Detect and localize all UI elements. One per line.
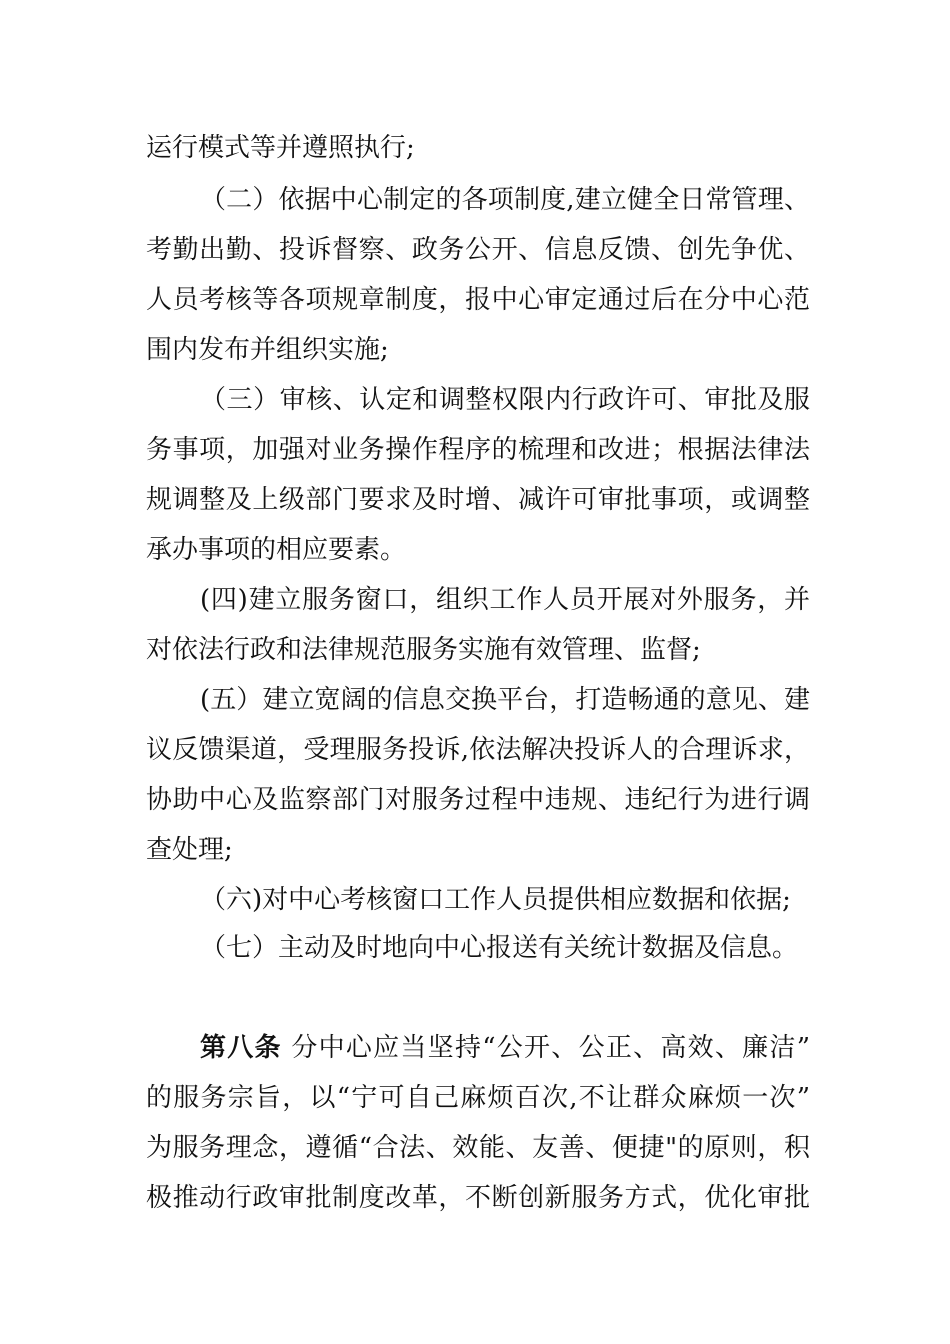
text-line: 考勤出勤、投诉督察、政务公开、信息反馈、创先争优、 [146,235,810,265]
text-line: （三）审核、认定和调整权限内行政许可、审批及服 [200,385,810,415]
text-line: 对依法行政和法律规范服务实施有效管理、监督; [146,635,701,665]
text-line: （二）依据中心制定的各项制度,建立健全日常管理、 [200,185,810,215]
text-line: 人员考核等各项规章制度，报中心审定通过后在分中心范 [146,285,810,315]
text-line: （七）主动及时地向中心报送有关统计数据及信息。 [200,933,799,963]
text-line: 协助中心及监察部门对服务过程中违规、违纪行为进行调 [146,785,810,815]
article-heading: 第八条 [200,1033,282,1063]
text-line: 围内发布并组织实施; [146,335,389,365]
article-text: 分中心应当坚持“公开、公正、高效、廉洁” [281,1033,810,1063]
text-line: 务事项，加强对业务操作程序的梳理和改进；根据法律法 [146,435,810,465]
text-line: 规调整及上级部门要求及时增、减许可审批事项，或调整 [146,485,810,515]
text-line: 议反馈渠道，受理服务投诉,依法解决投诉人的合理诉求， [146,735,810,765]
text-line: 运行模式等并遵照执行; [146,133,415,163]
text-line: 的服务宗旨，以“宁可自己麻烦百次,不让群众麻烦一次” [146,1083,810,1113]
text-line: 为服务理念，遵循“合法、效能、友善、便捷"的原则，积 [146,1133,810,1163]
text-line: 承办事项的相应要素。 [146,535,407,565]
article-first-line [200,1028,810,1068]
text-line: （六)对中心考核窗口工作人员提供相应数据和依据; [200,885,791,915]
text-line: 极推动行政审批制度改革，不断创新服务方式，优化审批 [146,1183,810,1213]
text-line: (四)建立服务窗口，组织工作人员开展对外服务，并 [200,585,810,615]
text-line: (五）建立宽阔的信息交换平台，打造畅通的意见、建 [200,685,810,715]
text-line: 查处理; [146,835,233,865]
